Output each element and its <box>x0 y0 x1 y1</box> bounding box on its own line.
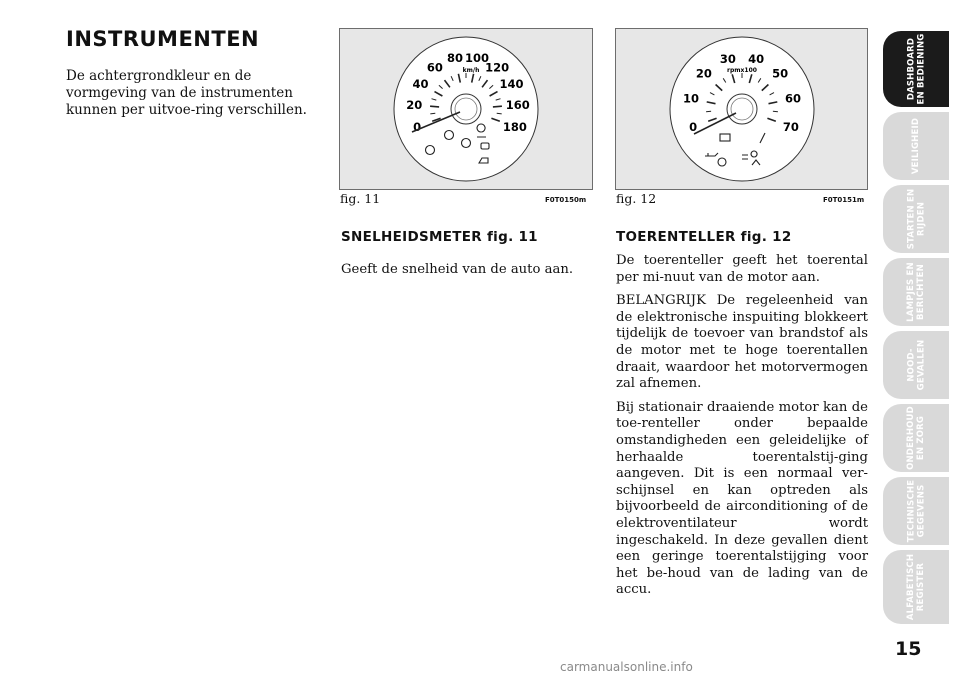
speedometer-label: 140 <box>499 76 524 91</box>
tab-label: NOOD- GEVALLEN <box>906 339 926 391</box>
speedometer-tick <box>497 113 502 114</box>
tab-label: TECHNISCHE GEGEVENS <box>905 479 926 543</box>
speedometer-label: 80 <box>446 51 464 66</box>
tab-lampjes-en-berichten[interactable] <box>883 258 949 326</box>
intro-text: De achtergrondkleur en de vormgeving van de instrumenten kunnen per uitvoe-ring verschillen. <box>66 68 307 118</box>
tachometer-text <box>616 253 868 606</box>
speedometer-label: 40 <box>412 76 429 91</box>
speedometer-unit: km/h <box>462 67 480 74</box>
page-title: INSTRUMENTEN <box>66 27 260 51</box>
tachometer-label: 10 <box>682 91 700 106</box>
tachometer-label: 70 <box>782 119 799 134</box>
speedometer-label: 0 <box>413 119 422 134</box>
tachometer-heading: TOERENTELLER fig. 12 <box>616 229 792 245</box>
speedometer-tick <box>430 113 435 114</box>
tachometer-label: 40 <box>748 51 765 66</box>
speedometer-text: Geeft de snelheid van de auto aan. <box>341 262 574 277</box>
watermark: carmanualsonline.info <box>560 660 693 674</box>
speedometer-label: 160 <box>505 98 530 112</box>
speedometer-tick <box>493 106 502 107</box>
tab-label: STARTEN EN RIJDEN <box>905 188 926 250</box>
speedometer-heading: SNELHEIDSMETER fig. 11 <box>341 229 538 245</box>
tab-label: DASHBOARD EN BEDIENING <box>906 33 926 105</box>
tachometer-label: 20 <box>695 66 712 81</box>
tab-dashboard-en-bediening[interactable] <box>883 31 949 107</box>
speedometer-label: 100 <box>464 51 490 66</box>
speedometer-figure <box>339 28 593 190</box>
page-number: 15 <box>895 638 922 660</box>
speedometer-label: 180 <box>502 119 527 134</box>
speedometer-gauge <box>340 29 592 189</box>
speedometer-label: 120 <box>485 60 510 75</box>
tab-label: ALFABETISCH REGISTER <box>906 553 927 621</box>
speedometer-tick <box>430 106 439 107</box>
tab-label: LAMPJES EN BERICHTEN <box>906 262 926 322</box>
speedometer-label: 60 <box>426 60 443 75</box>
tachometer-label: 0 <box>689 119 698 134</box>
tab-label: ONDERHOUD EN ZORG <box>905 406 926 470</box>
tab-alfabetisch-register[interactable] <box>883 550 949 624</box>
tab-noodgevallen[interactable] <box>883 331 949 399</box>
tab-onderhoud-en-zorg[interactable] <box>883 404 949 472</box>
tab-starten-en-rijden[interactable] <box>883 185 949 253</box>
tachometer-label: 50 <box>772 66 789 81</box>
tachometer-paragraph: De toerenteller geeft het toerental per mi-nuut van de motor aan. <box>616 253 868 285</box>
fig12-code: F0T0151m <box>823 196 865 204</box>
tab-label: VEILIGHEID <box>911 117 921 175</box>
tachometer-label: 30 <box>719 51 736 66</box>
tab-veiligheid[interactable] <box>883 112 949 180</box>
tachometer-label: 60 <box>784 91 802 106</box>
fig11-code: F0T0150m <box>545 196 587 204</box>
fig12-caption: fig. 12 <box>616 191 657 206</box>
fig11-caption: fig. 11 <box>340 191 381 206</box>
tachometer-paragraph: BELANGRIJK De regeleenheid van de elektronische inspuiting blokkeert tijdelijk de toevoer van brandstof als de motor met te hoge toerentallen draait, waardoor het motorvermogen zal afnemen. <box>616 293 868 392</box>
tachometer-figure <box>615 28 868 190</box>
tachometer-gauge <box>616 29 867 189</box>
speedometer-label: 20 <box>406 98 423 112</box>
tab-technische-gegevens[interactable] <box>883 477 949 545</box>
tachometer-unit: rpmx100 <box>727 67 757 74</box>
tachometer-paragraph: Bij stationair draaiende motor kan de toe-renteller onder bepaalde omstandigheden een geleidelijke of herhaalde toerentalstij-ging aangeven. Dit is een normaal ver-schijnsel en kan optreden als bijvoorbeeld de airconditioning of de elektroventilateur wordt ingeschakeld. In deze gevallen dient een geringe toerentalstijging voor het be-houd van de lading van de accu. <box>616 399 868 598</box>
